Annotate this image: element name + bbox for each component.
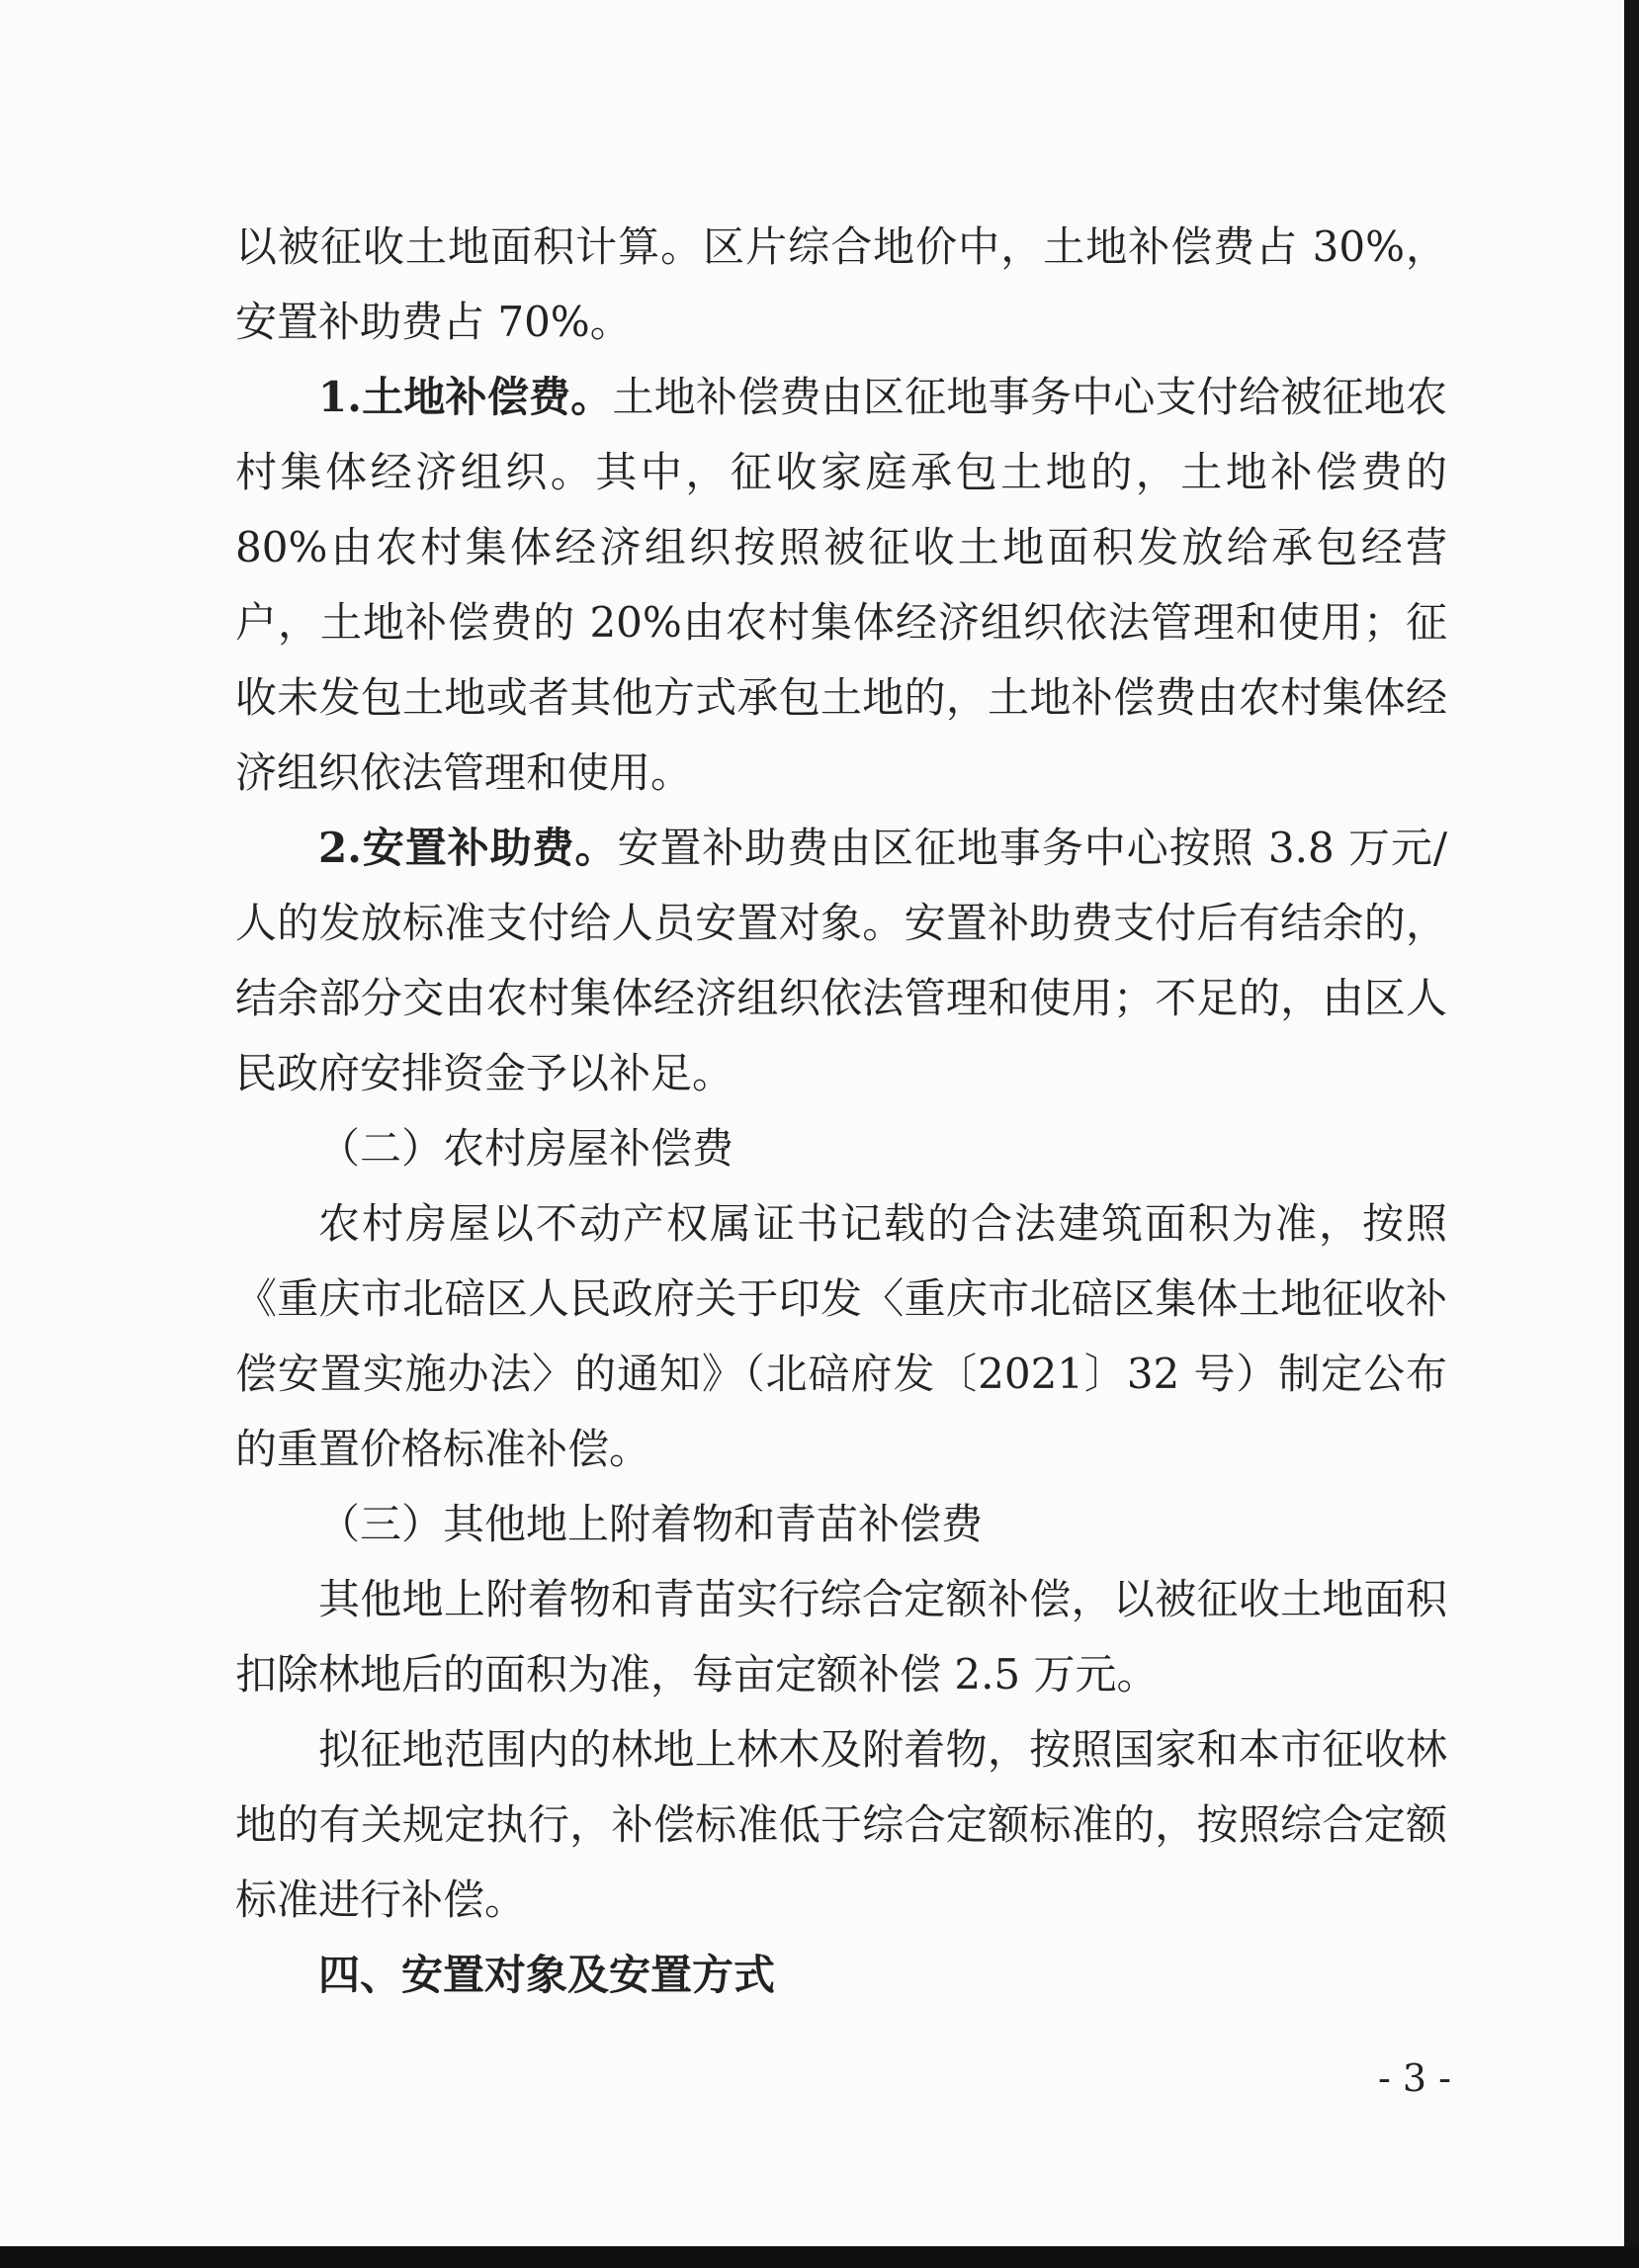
lead-land-compensation: 1.土地补偿费。 <box>318 373 613 421</box>
subheading-house-compensation: （二）农村房屋补偿费 <box>318 1124 734 1173</box>
paragraph-attachments-compensation: 其他地上附着物和青苗实行综合定额补偿，以被征收土地面积扣除林地后的面积为准，每亩定额补偿 2.5 万元。 <box>235 1575 1447 1699</box>
text-land-compensation: 土地补偿费由区征地事务中心支付给被征地农村集体经济组织。其中，征收家庭承包土地的，土地补偿费的80%由农村集体经济组织按照被征收土地面积发放给承包经营户，土地补偿费的 20%由农村集体经济组织依法管理和使用；征收未发包土地或者其他方式承包土地的，土地补偿费由农村集体经济组织依法管理和使用。 <box>235 373 1447 797</box>
paragraph-forest-land: 拟征地范围内的林地上林木及附着物，按照国家和本市征收林地的有关规定执行，补偿标准低于综合定额标准的，按照综合定额标准进行补偿。 <box>235 1725 1447 1924</box>
document-body <box>235 210 1447 2013</box>
section-heading-resettlement: 四、安置对象及安置方式 <box>318 1951 776 1999</box>
lead-resettlement-subsidy: 2.安置补助费。 <box>318 824 618 872</box>
scan-border-bottom <box>0 2246 1639 2268</box>
text-resettlement-subsidy: 安置补助费由区征地事务中心按照 3.8 万元/人的发放标准支付给人员安置对象。安置补助费支付后有结余的，结余部分交由农村集体经济组织依法管理和使用；不足的，由区人民政府安排资金予以补足。 <box>235 824 1447 1097</box>
paragraph-resettlement-subsidy <box>235 811 1447 1111</box>
scan-border-right <box>1624 0 1639 2268</box>
page-number: - 3 - <box>1377 2056 1451 2100</box>
paragraph-land-price-split: 以被征收土地面积计算。区片综合地价中，土地补偿费占 30%，安置补助费占 70%。 <box>235 222 1447 346</box>
subheading-attachments-compensation: （三）其他地上附着物和青苗补偿费 <box>318 1500 984 1548</box>
paragraph-house-compensation: 农村房屋以不动产权属证书记载的合法建筑面积为准，按照《重庆市北碚区人民政府关于印发〈重庆市北碚区集体土地征收补偿安置实施办法〉的通知》（北碚府发〔2021〕32 号）制定公布的重置价格标准补偿。 <box>235 1199 1447 1473</box>
paragraph-land-compensation <box>235 360 1447 811</box>
